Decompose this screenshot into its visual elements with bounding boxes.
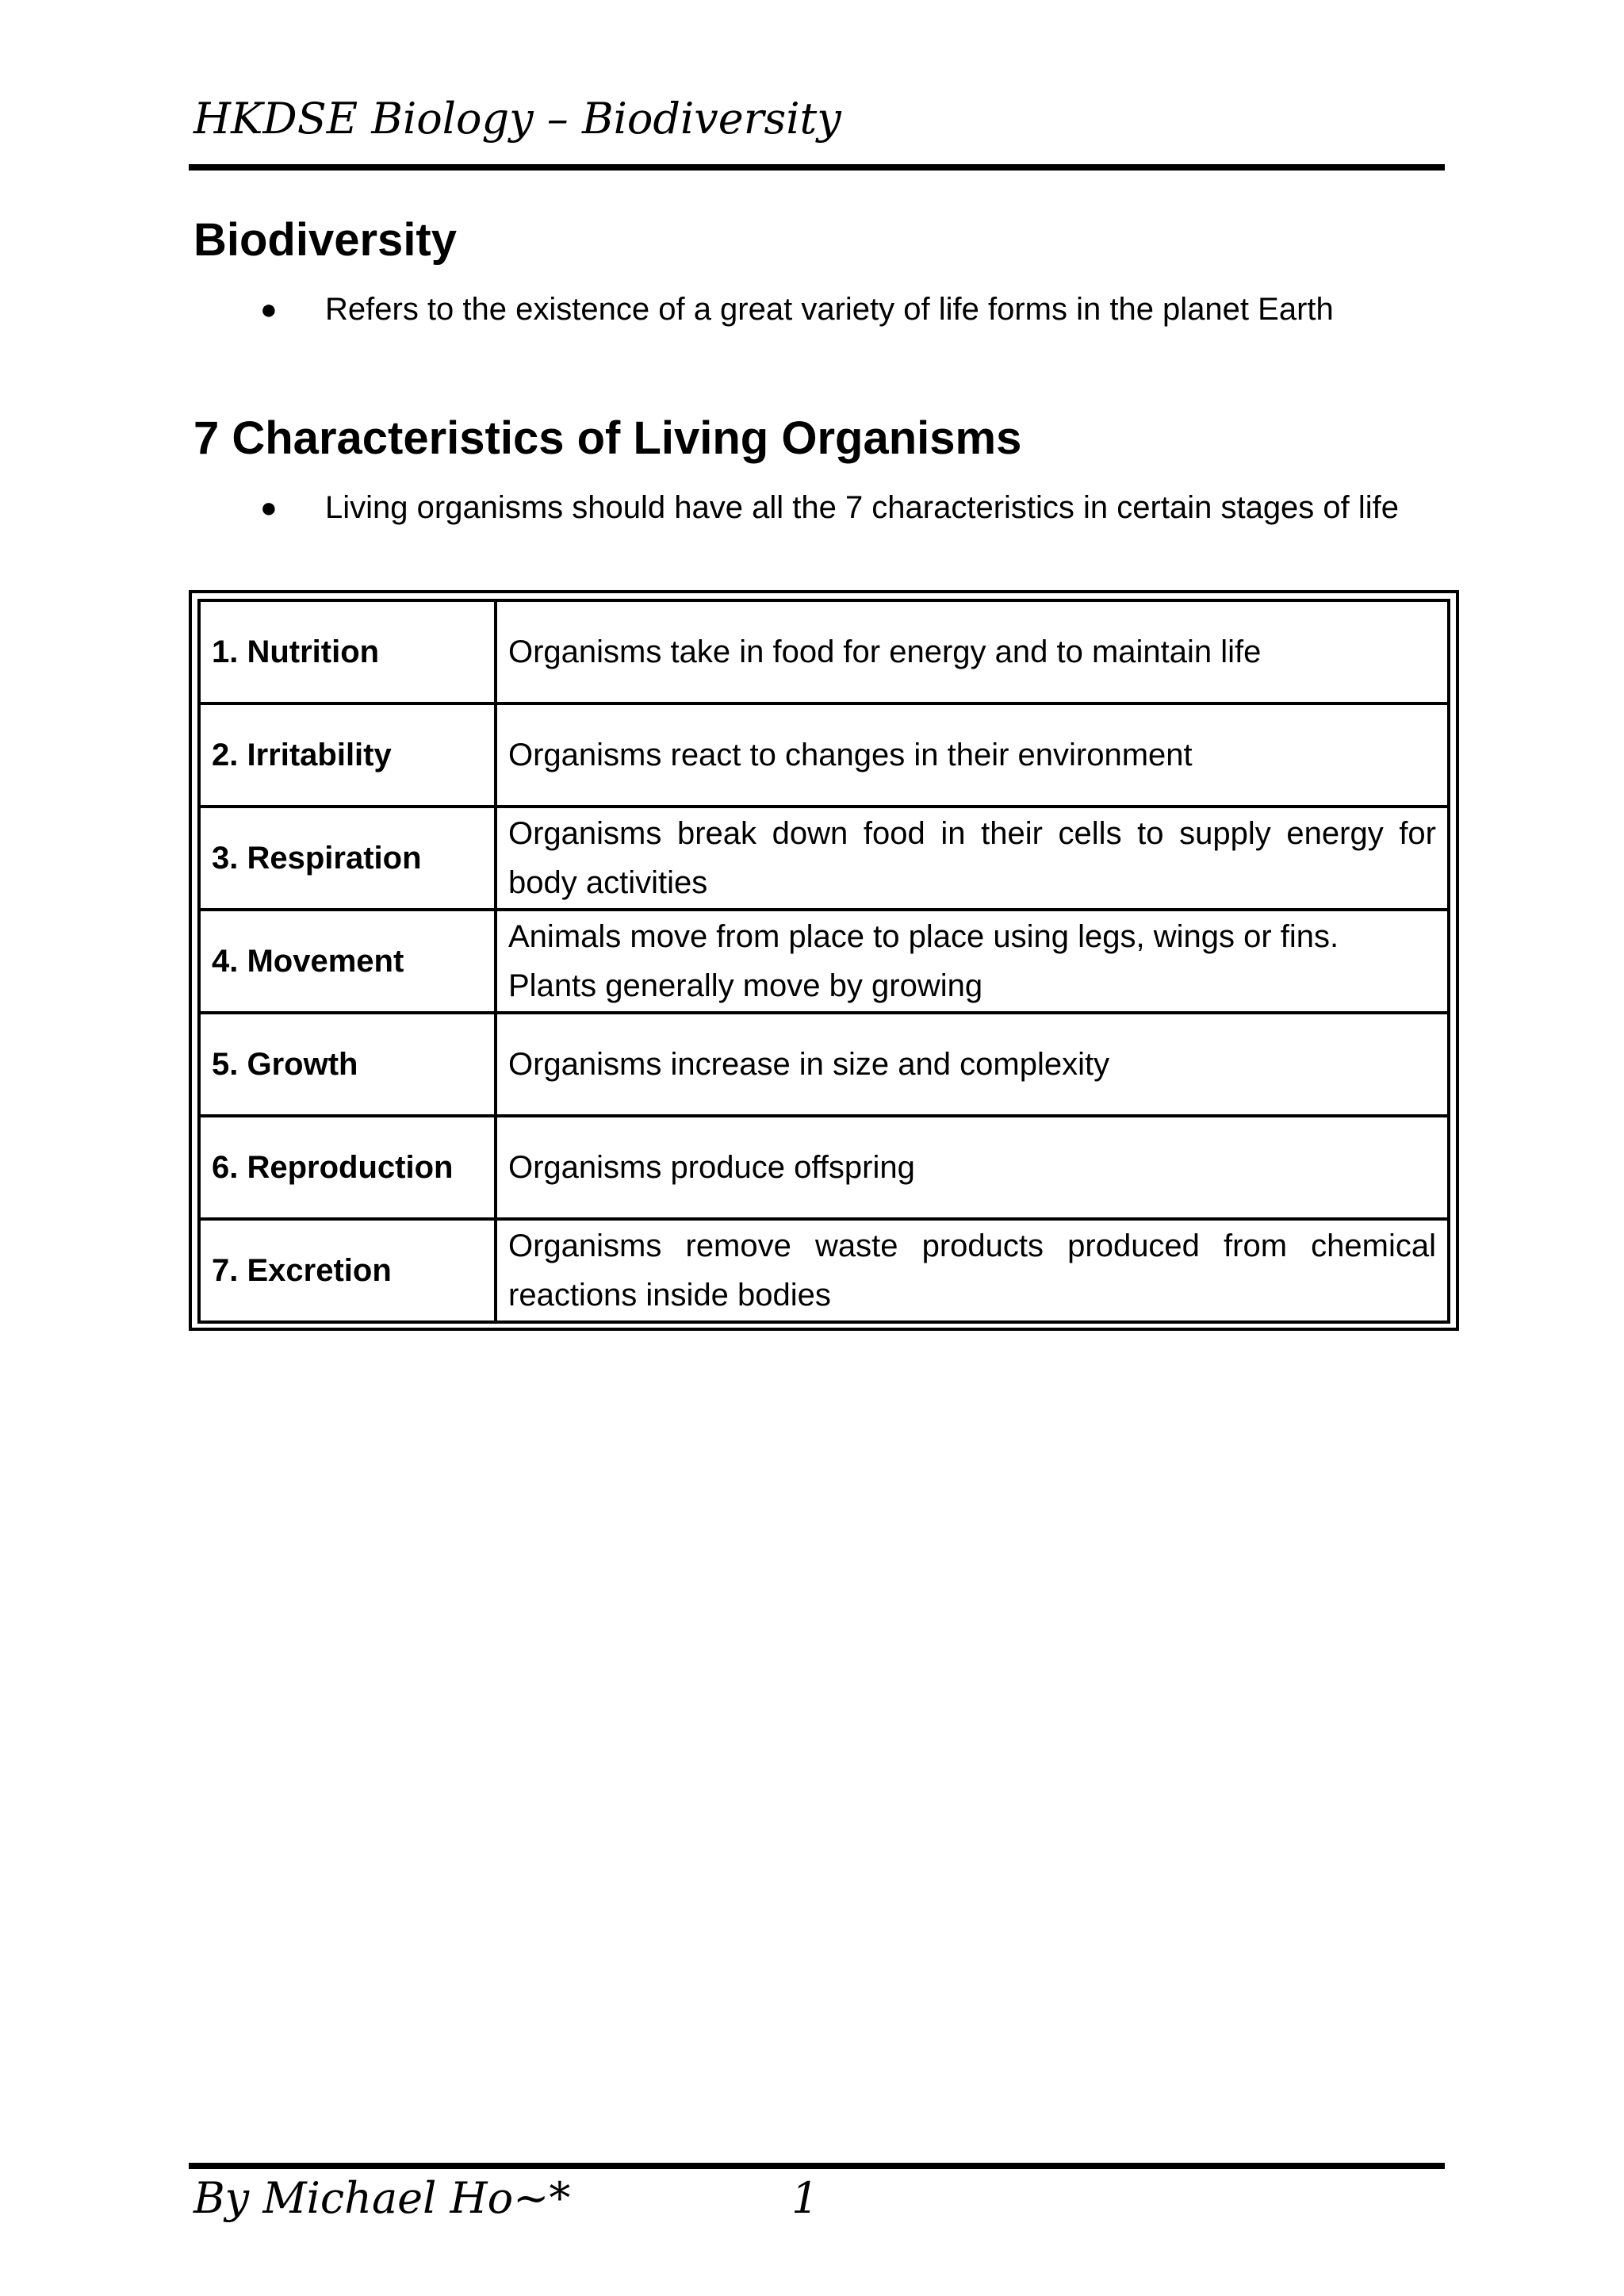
characteristic-description bbox=[496, 1219, 1449, 1322]
page-header-title: HKDSE Biology – Biodiversity bbox=[193, 94, 841, 144]
section-heading: 7 Characteristics of Living Organisms bbox=[193, 412, 1022, 464]
characteristics-table-frame bbox=[189, 590, 1459, 1331]
characteristic-description bbox=[496, 1013, 1449, 1116]
characteristic-name: 5. Growth bbox=[199, 1013, 496, 1116]
bullet-text: Living organisms should have all the 7 characteristics in certain stages of life bbox=[325, 489, 1400, 525]
characteristic-description bbox=[496, 910, 1449, 1013]
characteristic-description bbox=[496, 1116, 1449, 1219]
bullet-text: Refers to the existence of a great variety of life forms in the planet Earth bbox=[325, 291, 1334, 327]
page-number: 1 bbox=[791, 2173, 819, 2223]
description-line: Organisms produce offspring bbox=[508, 1150, 915, 1185]
bullet-item bbox=[193, 484, 1462, 531]
footer-author: By Michael Ho~* bbox=[193, 2173, 571, 2223]
header-divider bbox=[189, 164, 1445, 171]
description-line: Animals move from place to place using legs, wings or fins. bbox=[508, 919, 1339, 954]
description-line: Organisms react to changes in their environment bbox=[508, 738, 1193, 772]
description-line: Organisms remove waste products produced from chemical reactions inside bodies bbox=[508, 1228, 1436, 1313]
characteristic-name: 4. Movement bbox=[199, 910, 496, 1013]
characteristic-name: 7. Excretion bbox=[199, 1219, 496, 1322]
characteristics-table bbox=[197, 599, 1450, 1324]
description-line: Organisms break down food in their cells to supply energy for body activities bbox=[508, 816, 1436, 900]
characteristic-name: 6. Reproduction bbox=[199, 1116, 496, 1219]
characteristic-description bbox=[496, 600, 1449, 703]
description-line: Organisms take in food for energy and to maintain life bbox=[508, 634, 1262, 669]
characteristic-name: 2. Irritability bbox=[199, 703, 496, 807]
bullet-icon: ● bbox=[260, 490, 278, 523]
characteristic-description bbox=[496, 703, 1449, 807]
description-line: Plants generally move by growing bbox=[508, 968, 983, 1003]
characteristic-name: 1. Nutrition bbox=[199, 600, 496, 703]
bullet-item bbox=[193, 286, 1462, 333]
characteristic-name: 3. Respiration bbox=[199, 807, 496, 910]
section-heading: Biodiversity bbox=[193, 214, 457, 266]
bullet-icon: ● bbox=[260, 292, 278, 325]
table-row bbox=[199, 1219, 1449, 1322]
characteristic-description bbox=[496, 807, 1449, 910]
table-row bbox=[199, 600, 1449, 703]
table-row bbox=[199, 1013, 1449, 1116]
description-line: Organisms increase in size and complexity bbox=[508, 1047, 1110, 1082]
section-biodiversity bbox=[193, 213, 1462, 333]
table-row bbox=[199, 703, 1449, 807]
table-row bbox=[199, 1116, 1449, 1219]
footer-divider bbox=[189, 2163, 1445, 2169]
section-characteristics bbox=[193, 411, 1462, 531]
table-row bbox=[199, 910, 1449, 1013]
table-row bbox=[199, 807, 1449, 910]
